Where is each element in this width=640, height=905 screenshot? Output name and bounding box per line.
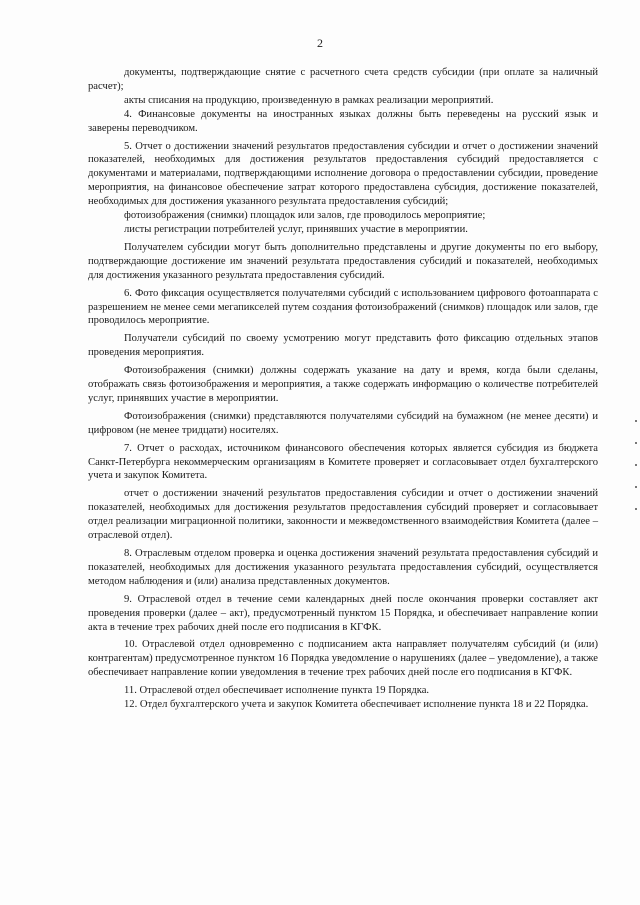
- paragraph: 11. Отраслевой отдел обеспечивает исполнение пункта 19 Порядка.: [124, 685, 430, 697]
- paragraph: отчет о достижении значений результатов предоставления субсидии и отчет о достижении значений показателей, необходимых для достижения результатов предоставления субсидий проверяет и согласовывает отдел реализации миграционной политики, законности и межведомственного взаимодействия Комитета (далее – отраслевой отдел).: [88, 488, 598, 542]
- paragraph: акты списания на продукцию, произведенную в рамках реализации мероприятий.: [124, 94, 494, 106]
- document-body: [88, 66, 598, 712]
- paragraph: Фотоизображения (снимки) должны содержать указание на дату и время, когда были сделаны, отображать связь фотоизображения и мероприятия, а также содержать информацию о количестве потребителей услуг, принявших участие в мероприятии.: [88, 365, 598, 404]
- paragraph: Фотоизображения (снимки) представляются получателями субсидий на бумажном (не менее десяти) и цифровом (не менее тридцати) носителях.: [88, 410, 598, 436]
- paragraph: 10. Отраслевой отдел одновременно с подписанием акта направляет получателям субсидий (и (или) контрагентам) предусмотренное пунктом 16 Порядка уведомление о нарушениях (далее – уведомление), а также обеспечивает направление копии уведомления в течение трех рабочих дней после его подписания в КГФК.: [88, 639, 598, 679]
- paragraph: 4. Финансовые документы на иностранных языках должны быть переведены на русский язык и заверены переводчиком.: [88, 108, 598, 134]
- paragraph: листы регистрации потребителей услуг, принявших участие в мероприятии.: [124, 223, 468, 235]
- paragraph: фотоизображения (снимки) площадок или залов, где проводилось мероприятие;: [124, 210, 486, 222]
- paragraph: 8. Отраслевым отделом проверка и оценка достижения значений результата предоставления субсидий и показателей, необходимых для достижения указанного результата предоставления субсидий, осуществляется методом наблюдения и (или) анализа представленных документов.: [88, 548, 598, 587]
- paragraph: 6. Фото фиксация осуществляется получателями субсидий с использованием цифрового фотоаппарата с разрешением не менее семи мегапикселей путем создания фотоизображений (снимков) площадок или залов, где проводилось мероприятие.: [88, 287, 598, 327]
- page-number: 2: [317, 36, 323, 50]
- paragraph: 7. Отчет о расходах, источником финансового обеспечения которых является субсидия из бюджета Санкт-Петербурга некоммерческим организациям в Комитете проверяет и согласовывает отдел бухгалтерского учета и закупок Комитета.: [88, 442, 598, 482]
- paragraph: документы, подтверждающие снятие с расчетного счета средств субсидии (при оплате за наличный расчет);: [88, 67, 598, 92]
- paragraph: Получателем субсидии могут быть дополнительно представлены и другие документы по его выбору, подтверждающие достижение им значений результата предоставления субсидий и показателей, необходимых для достижения указанного результата предоставления субсидий.: [88, 241, 598, 281]
- scan-edge-marks: [630, 420, 640, 520]
- paragraph: 12. Отдел бухгалтерского учета и закупок Комитета обеспечивает исполнение пункта 18 и 22 Порядка.: [124, 699, 589, 711]
- paragraph: Получатели субсидий по своему усмотрению могут представить фото фиксацию отдельных этапов проведения мероприятия.: [88, 333, 598, 359]
- paragraph: 9. Отраслевой отдел в течение семи календарных дней после окончания проверки составляет акт проведения проверки (далее – акт), предусмотренный пунктом 15 Порядка, и обеспечивает направление копии акта в течение трех рабочих дней после его подписания в КГФК.: [88, 593, 598, 633]
- paragraph: 5. Отчет о достижении значений результатов предоставления субсидии и отчет о достижении значений показателей, необходимых для достижения результатов предоставления субсидий предоставляется с документами и материалами, подтверждающими исполнение договора о предоставлении субсидии, проведение мероприятия, на финансовое обеспечение затрат которого предоставлена субсидия, достижение показателей, необходимых для достижения указанного результата предоставления субсидий;: [88, 140, 598, 208]
